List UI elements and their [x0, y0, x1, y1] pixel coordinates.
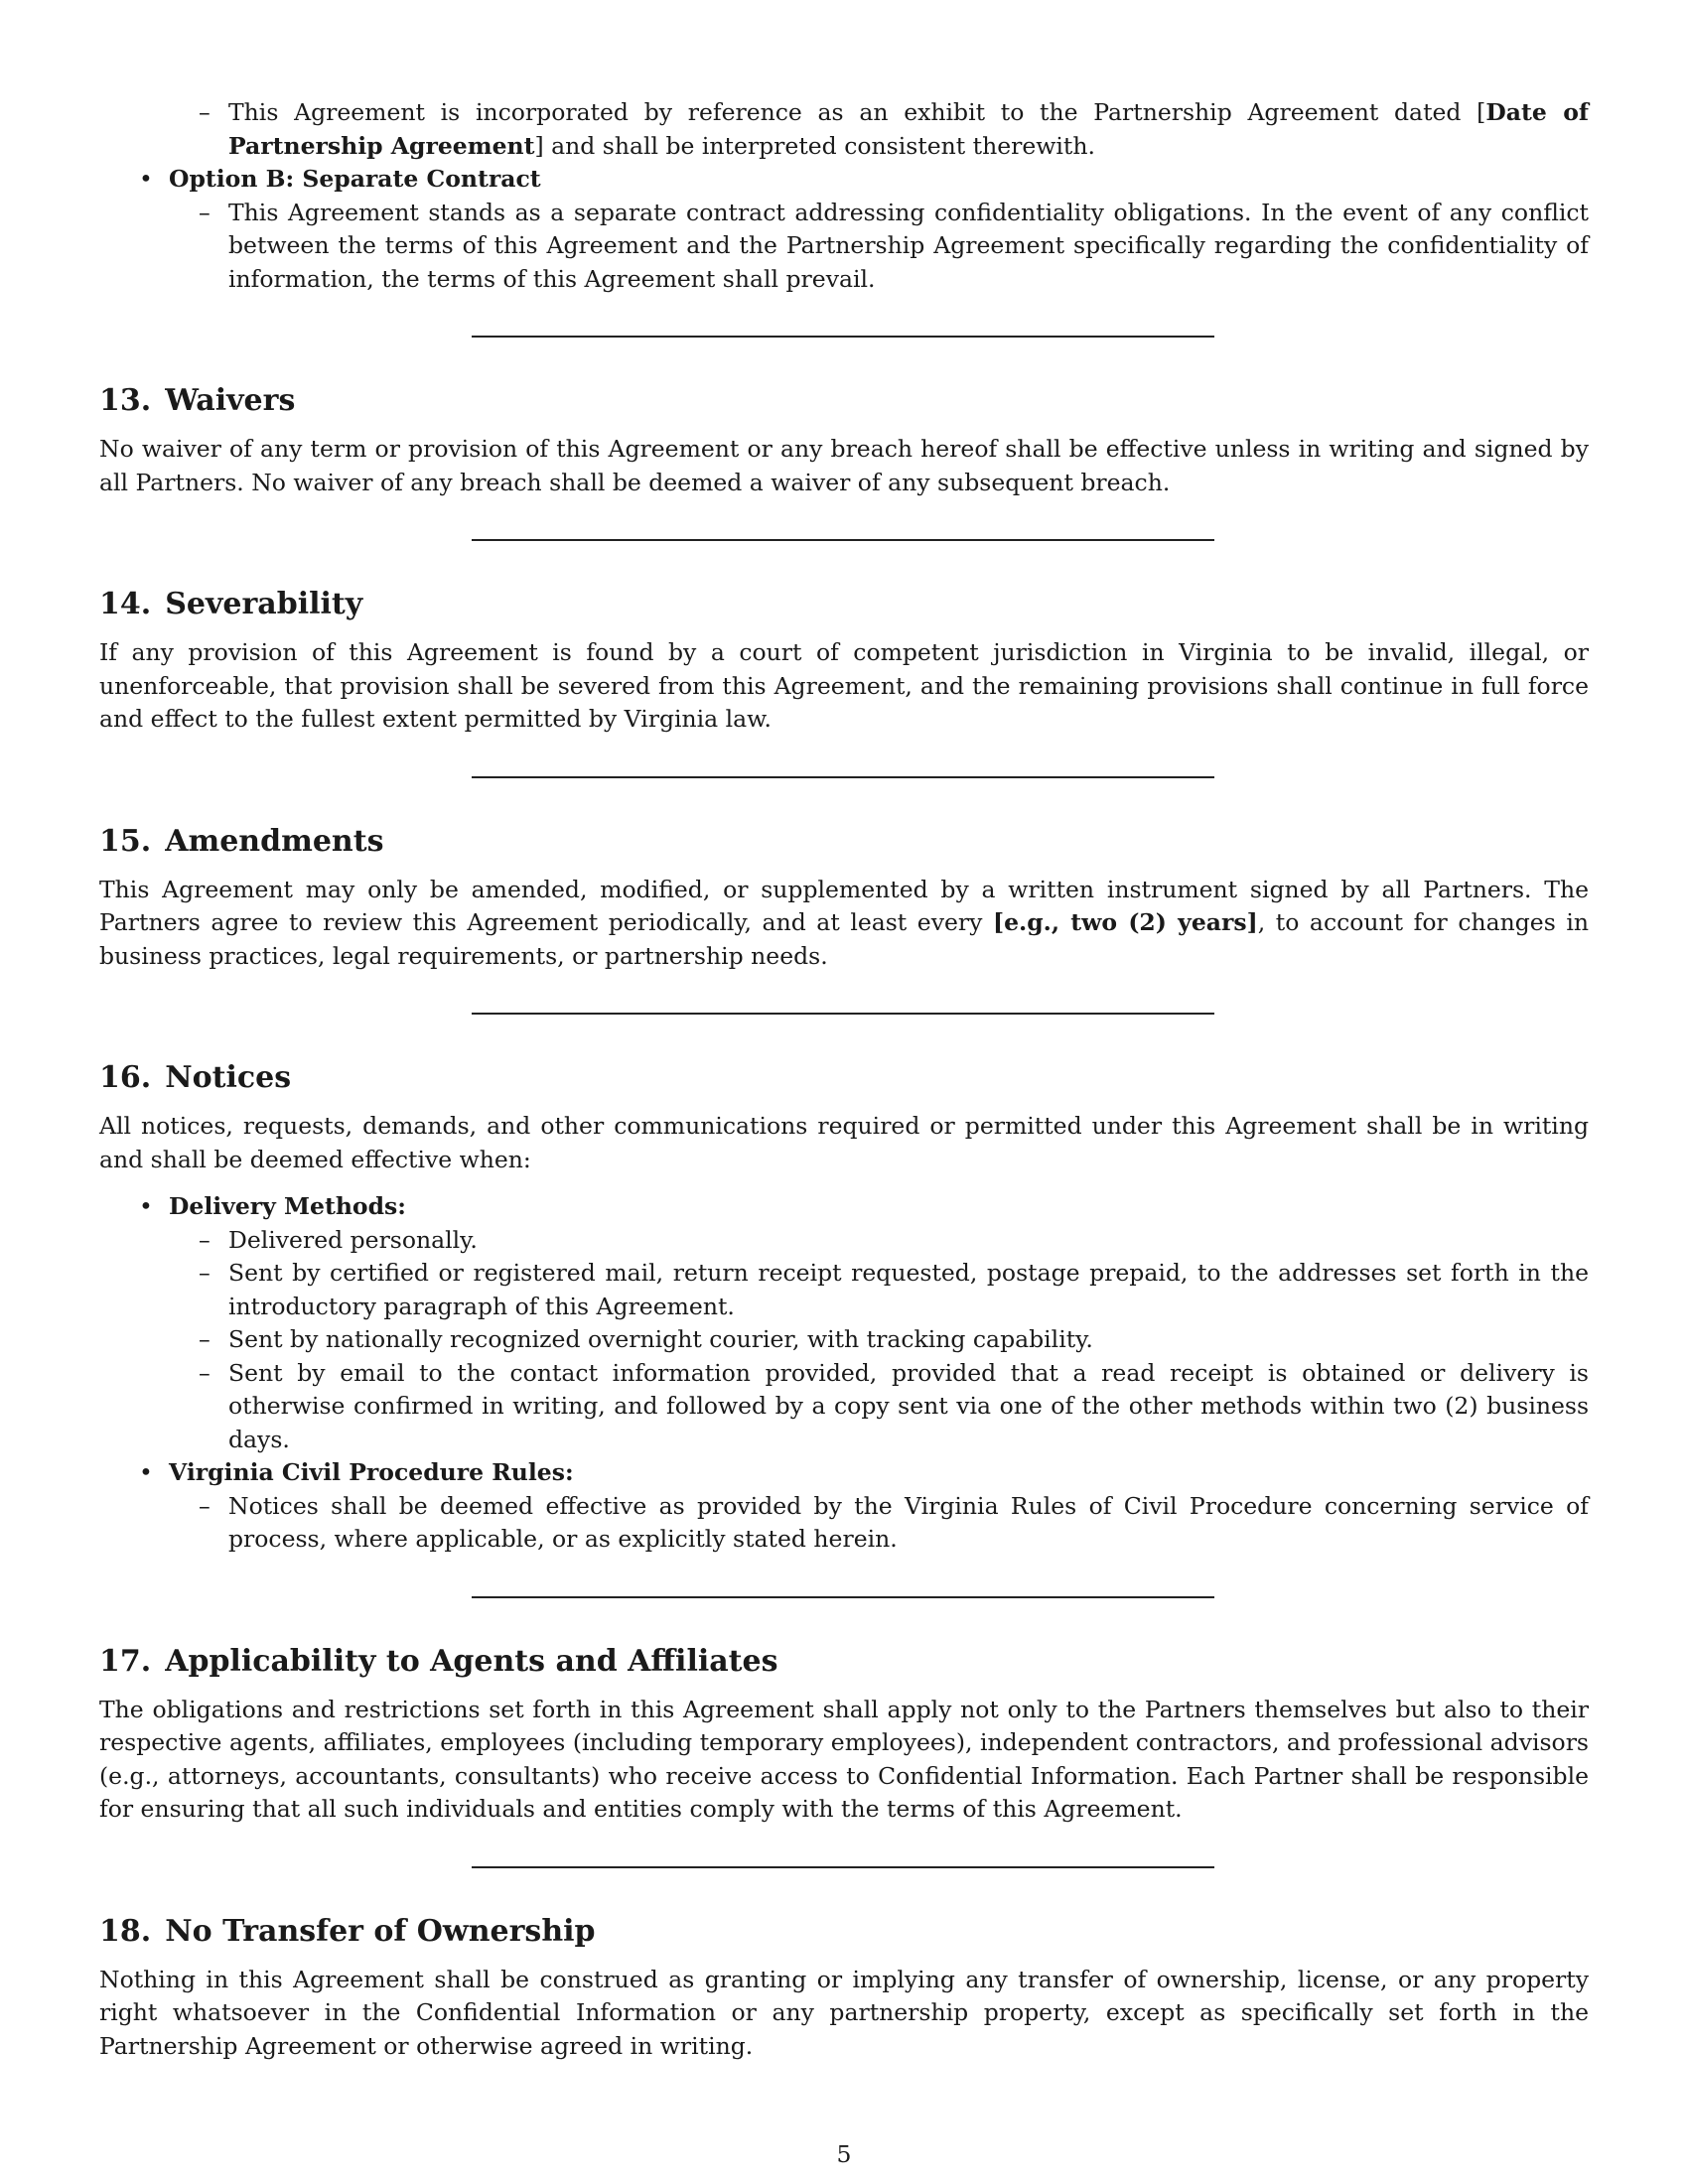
section-heading-16: 16. Notices	[99, 1060, 292, 1095]
list-item-option-b	[99, 163, 1589, 197]
option-b-label: Option B: Separate Contract	[169, 165, 541, 193]
bullet-icon: •	[139, 165, 153, 193]
section-body-13: No waiver of any term or provision of this Agreement or any breach hereof shall be effective unless in writing and signed by all Partners. No waiver of any breach shall be deemed a waiver of any subsequent breach.	[99, 435, 1589, 496]
civil-procedure-sublist	[99, 1490, 1589, 1557]
section-divider	[472, 776, 1214, 778]
section-body-15: This Agreement may only be amended, modified, or supplemented by a written instrument signed by all Partners. The Partners agree to review this Agreement periodically, and at least every [e.g., two (2) years], to account for changes in business practices, legal requirements, or partnership needs.	[99, 875, 1589, 970]
section-divider	[472, 539, 1214, 541]
section-body-17: The obligations and restrictions set forth in this Agreement shall apply not only to the Partners themselves but also to their respective agents, affiliates, employees (including temporary employees), independent contractors, and professional advisors (e.g., attorneys, accountants, consultants) who receive access to Confidential Information. Each Partner shall be responsible for ensuring that all such individuals and entities comply with the terms of this Agreement.	[99, 1695, 1589, 1823]
dash-bullet: –	[199, 198, 211, 226]
section-divider	[472, 336, 1214, 338]
section-heading-18: 18. No Transfer of Ownership	[99, 1913, 596, 1949]
dash-bullet: –	[199, 98, 211, 126]
document-page	[99, 96, 1589, 2063]
civil-procedure-list	[99, 1456, 1589, 1490]
section-body-16: All notices, requests, demands, and other communications required or permitted under this Agreement shall be in writing and shall be deemed effective when:	[99, 1112, 1589, 1173]
civil-procedure-label: Virginia Civil Procedure Rules:	[169, 1458, 574, 1486]
section-divider	[472, 1013, 1214, 1015]
option-b-sublist	[99, 197, 1589, 297]
option-a-list	[99, 96, 1589, 163]
section-body-18: Nothing in this Agreement shall be construed as granting or implying any transfer of ownership, license, or any property right whatsoever in the Confidential Information or any partnership property, except as specifically set forth in the Partnership Agreement or otherwise agreed in writing.	[99, 1965, 1589, 2060]
page-number: 5	[836, 2140, 852, 2168]
section-heading-17: 17. Applicability to Agents and Affiliates	[99, 1643, 778, 1679]
list-item: – Sent by email to the contact information provided, provided that a read receipt is obtained or delivery is otherwise confirmed in writing, and followed by a copy sent via one of the other methods within two (2) business days.	[199, 1358, 1589, 1453]
option-b-list	[99, 163, 1589, 197]
section-heading-13: 13. Waivers	[99, 383, 296, 418]
section-heading-15: 15. Amendments	[99, 823, 384, 859]
list-item-delivery-methods	[99, 1190, 1589, 1224]
bullet-icon: •	[139, 1192, 153, 1220]
section-divider	[472, 1866, 1214, 1868]
list-item: – Notices shall be deemed effective as provided by the Virginia Rules of Civil Procedure concerning service of process, where applicable, or as explicitly stated herein.	[199, 1491, 1589, 1553]
list-item: – Delivered personally.	[199, 1225, 478, 1254]
list-item: – Sent by nationally recognized overnight courier, with tracking capability.	[199, 1325, 1093, 1353]
delivery-methods-sublist	[99, 1224, 1589, 1457]
section-heading-14: 14. Severability	[99, 587, 363, 621]
list-item: – Sent by certified or registered mail, return receipt requested, postage prepaid, to the addresses set forth in the introductory paragraph of this Agreement.	[199, 1259, 1589, 1320]
list-item: – This Agreement stands as a separate contract addressing confidentiality obligations. In the event of any conflict between the terms of this Agreement and the Partnership Agreement specifically regarding the confidentiality of information, the terms of this Agreement shall prevail.	[199, 198, 1589, 293]
list-item-civil-procedure	[99, 1456, 1589, 1490]
bullet-icon: •	[139, 1458, 153, 1486]
list-item: – This Agreement is incorporated by reference as an exhibit to the Partnership Agreement dated [Date of Partnership Agreement] and shall be interpreted consistent therewith.	[199, 98, 1589, 160]
delivery-methods-label: Delivery Methods:	[169, 1192, 406, 1220]
section-body-14: If any provision of this Agreement is found by a court of competent jurisdiction in Virginia to be invalid, illegal, or unenforceable, that provision shall be severed from this Agreement, and the remaining provisions shall continue in full force and effect to the fullest extent permitted by Virginia law.	[99, 638, 1589, 733]
delivery-methods-list	[99, 1190, 1589, 1224]
section-divider	[472, 1596, 1214, 1598]
